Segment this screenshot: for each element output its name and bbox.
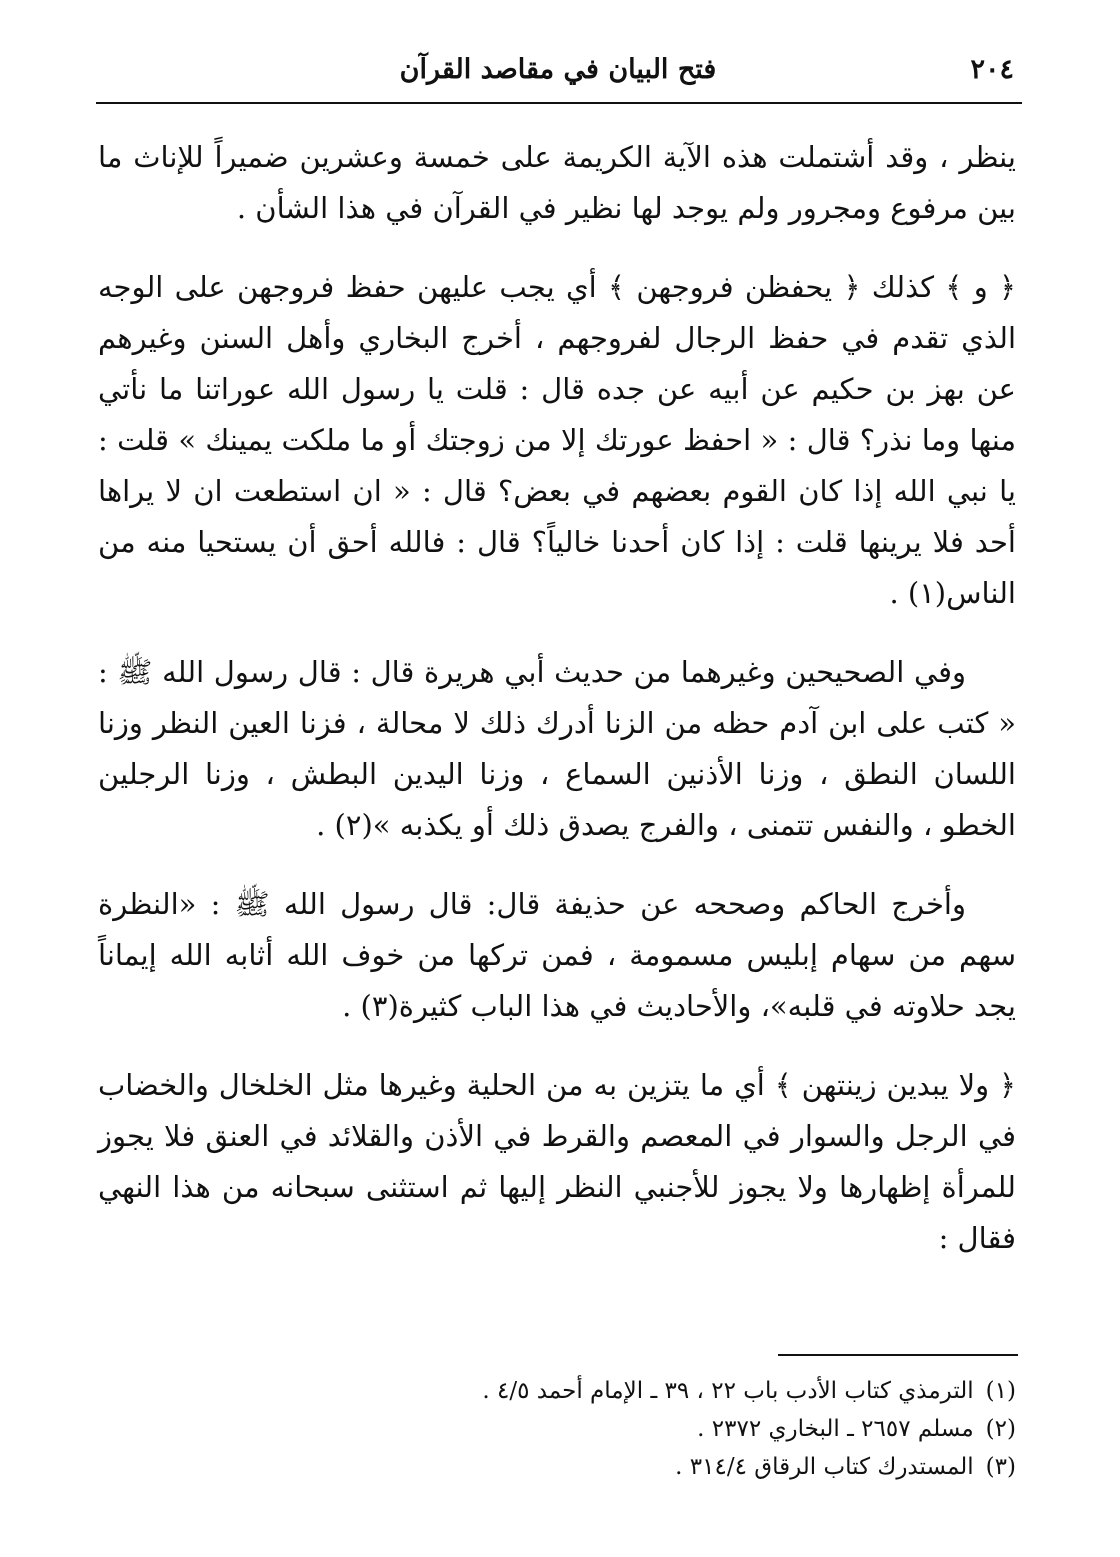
footnote-text: الترمذي كتاب الأدب باب ٢٢ ، ٣٩ ـ الإمام أحمد ٤/٥ . (482, 1378, 974, 1404)
running-header (98, 48, 1018, 96)
paragraph-4: وأخرج الحاكم وصححه عن حذيفة قال: قال رسول الله ﷺ : «النظرة سهم من سهام إبليس مسمومة ، فمن تركها من خوف الله أثابه الله إيماناً يجد حلاوته في قلبه»، والأحاديث في هذا الباب كثيرة(٣) . (98, 887, 1016, 1023)
page-number: ٢٠٤ (970, 54, 1014, 85)
footnote-text: المستدرك كتاب الرقاق ٣١٤/٤ . (675, 1454, 974, 1480)
header-rule (96, 102, 1022, 104)
paragraph-1: ينظر ، وقد أشتملت هذه الآية الكريمة على خمسة وعشرين ضميراً للإناث ما بين مرفوع ومجرور ولم يوجد لها نظير في القرآن في هذا الشأن . (98, 140, 1016, 225)
footnote-1 (116, 1372, 1016, 1410)
footnote-marker: (٢) (985, 1416, 1016, 1442)
footnote-rule (778, 1354, 1018, 1356)
paragraph-5: ﴿ ولا يبدين زينتهن ﴾ أي ما يتزين به من الحلية وغيرها مثل الخلخال والخضاب في الرجل والسوار في المعصم والقرط في الأذن والقلائد في العنق فلا يجوز للمرأة إظهارها ولا يجوز للأجنبي النظر إليها ثم استثنى سبحانه من هذا النهي فقال : (98, 1068, 1016, 1255)
paragraph-2: ﴿ و ﴾ كذلك ﴿ يحفظن فروجهن ﴾ أي يجب عليهن حفظ فروجهن على الوجه الذي تقدم في حفظ الرجال لفروجهم ، أخرج البخاري وأهل السنن وغيرهم عن بهز بن حكيم عن أبيه عن جده قال : قلت يا رسول الله عوراتنا ما نأتي منها وما نذر؟ قال : « احفظ عورتك إلا من زوجتك أو ما ملكت يمينك » قلت : يا نبي الله إذا كان القوم بعضهم في بعض؟ قال : « ان استطعت ان لا يراها أحد فلا يرينها قلت : إذا كان أحدنا خالياً؟ قال : فالله أحق أن يستحيا منه من الناس(١) . (98, 270, 1016, 610)
paragraph-3: وفي الصحيحين وغيرهما من حديث أبي هريرة قال : قال رسول الله ﷺ : « كتب على ابن آدم حظه من الزنا أدرك ذلك لا محالة ، فزنا العين النظر وزنا اللسان النطق ، وزنا الأذنين السماع ، وزنا اليدين البطش ، وزنا الرجلين الخطو ، والنفس تتمنى ، والفرج يصدق ذلك أو يكذبه »(٢) . (98, 655, 1016, 842)
footnote-3 (116, 1448, 1016, 1486)
footnotes (116, 1372, 1016, 1486)
main-text (98, 132, 1016, 1292)
footnote-2 (116, 1410, 1016, 1448)
footnote-text: مسلم ٢٦٥٧ ـ البخاري ٢٣٧٢ . (697, 1416, 974, 1442)
footnote-marker: (١) (985, 1378, 1016, 1404)
book-title: فتح البيان في مقاصد القرآن (399, 54, 717, 85)
footnote-marker: (٣) (985, 1454, 1016, 1480)
